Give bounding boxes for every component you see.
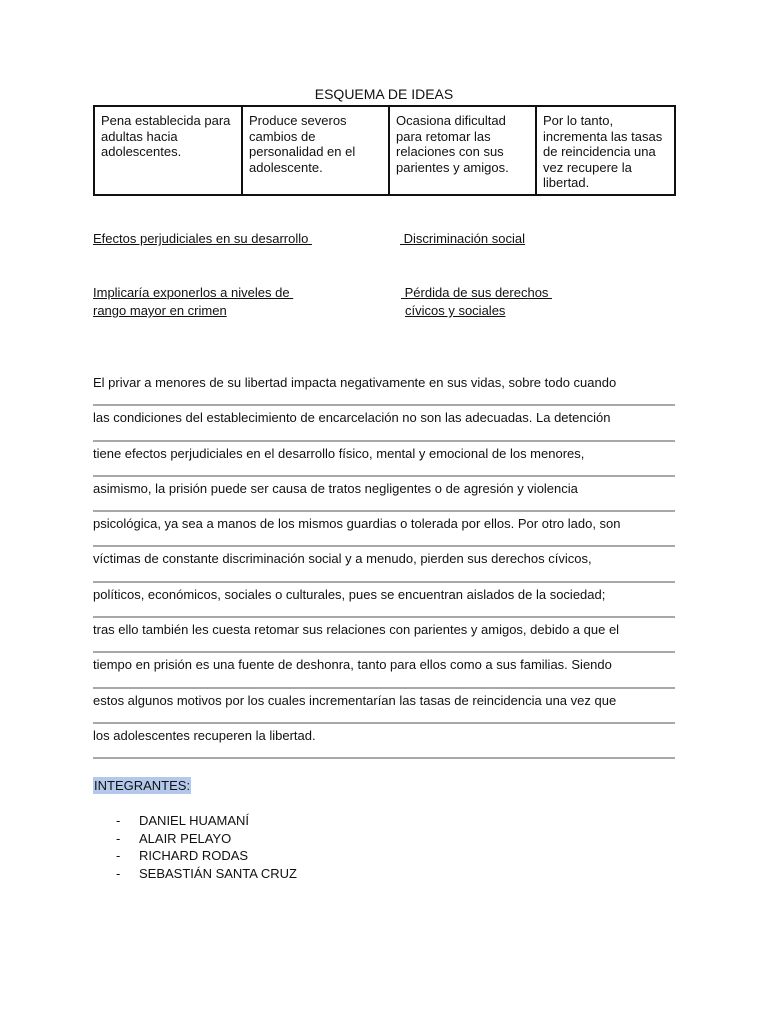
- scheme-cell-2: Produce severos cambios de personalidad en el adolescente.: [242, 106, 389, 195]
- effects-left-2-line-2: rango mayor en crimen: [93, 303, 227, 318]
- effects-right-2-line-1: Pérdida de sus derechos: [401, 285, 553, 300]
- effects-left-2: [93, 284, 293, 320]
- list-item: [116, 865, 297, 883]
- list-item: [116, 847, 297, 865]
- effects-left-1: [93, 230, 312, 248]
- table-row: [94, 106, 675, 195]
- paragraph-line: víctimas de constante discriminación social y a menudo, pierden sus derechos cívicos,: [93, 547, 675, 582]
- member-name: RICHARD RODAS: [139, 848, 249, 864]
- paragraph-line: los adolescentes recuperen la libertad.: [93, 724, 675, 759]
- member-name: DANIEL HUAMANÍ: [139, 813, 250, 828]
- list-dash: -: [116, 813, 121, 828]
- member-name: ALAIR PELAYO: [139, 830, 232, 846]
- effects-left-2-line-1: Implicaría exponerlos a niveles de: [93, 285, 294, 300]
- idea-scheme-table: [93, 105, 676, 196]
- paragraph-line: las condiciones del establecimiento de encarcelación no son las adecuadas. La detención: [93, 406, 675, 441]
- list-dash: -: [116, 830, 121, 846]
- body-paragraph: [93, 371, 675, 759]
- members-heading: INTEGRANTES:: [94, 778, 191, 793]
- member-name: SEBASTIÁN SANTA CRUZ: [139, 865, 297, 881]
- scheme-cell-1: Pena establecida para adultas hacia adolescentes.: [94, 106, 242, 195]
- effects-right-2: [401, 284, 552, 320]
- list-dash: -: [116, 848, 121, 864]
- paragraph-line: El privar a menores de su libertad impacta negativamente en sus vidas, sobre todo cuando: [93, 371, 675, 406]
- effects-right-2-line-2: cívicos y sociales: [405, 303, 506, 318]
- paragraph-line: estos algunos motivos por los cuales incrementarían las tasas de reincidencia una vez que: [93, 689, 675, 724]
- paragraph-line: tiempo en prisión es una fuente de deshonra, tanto para ellos como a sus familias. Siendo: [93, 653, 675, 688]
- members-list: [116, 812, 297, 882]
- effects-left-1-text: Efectos perjudiciales en su desarrollo: [93, 231, 312, 246]
- paragraph-line: políticos, económicos, sociales o culturales, pues se encuentran aislados de la sociedad;: [93, 583, 675, 618]
- effects-right-1: [400, 230, 525, 248]
- list-item: [116, 830, 297, 848]
- effects-right-1-text: Discriminación social: [400, 231, 525, 246]
- page-title: ESQUEMA DE IDEAS: [314, 86, 454, 102]
- paragraph-line: tras ello también les cuesta retomar sus relaciones con parientes y amigos, debido a que el: [93, 618, 675, 653]
- paragraph-line: psicológica, ya sea a manos de los mismos guardias o tolerada por ellos. Por otro lado, son: [93, 512, 675, 547]
- list-item: [116, 812, 297, 830]
- scheme-cell-3: Ocasiona dificultad para retomar las relaciones con sus parientes y amigos.: [389, 106, 536, 195]
- paragraph-line: asimismo, la prisión puede ser causa de tratos negligentes o de agresión y violencia: [93, 477, 675, 512]
- list-dash: -: [116, 865, 121, 881]
- paragraph-line: tiene efectos perjudiciales en el desarrollo físico, mental y emocional de los menores,: [93, 442, 675, 477]
- scheme-cell-4: Por lo tanto, incrementa las tasas de reincidencia una vez recupere la libertad.: [536, 106, 675, 195]
